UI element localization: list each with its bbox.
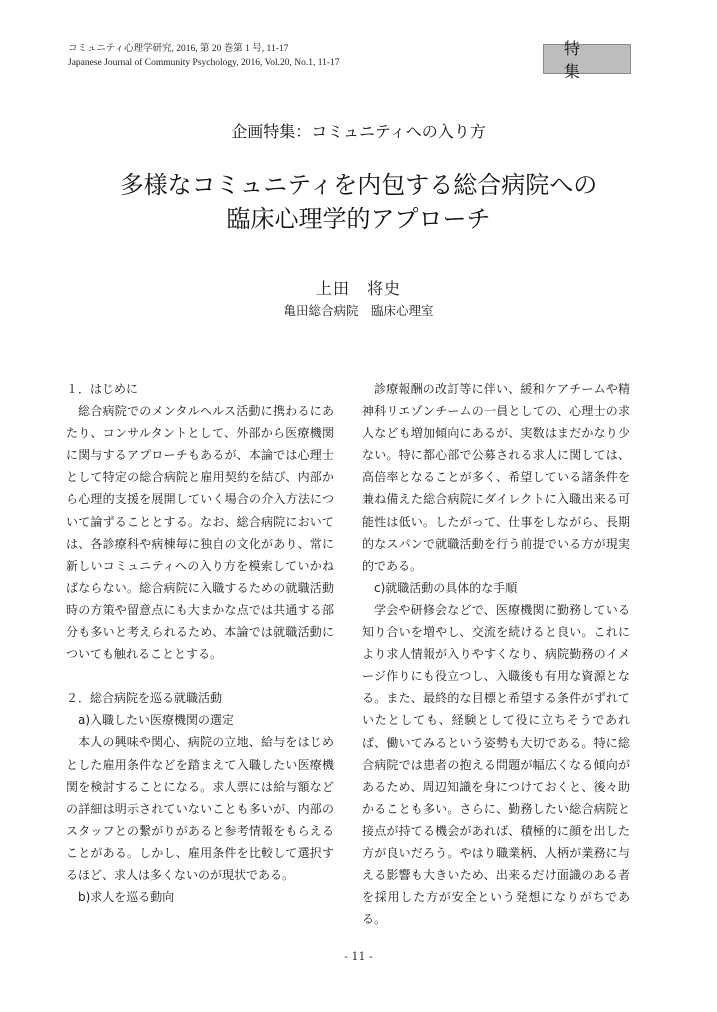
journal-citation-en: Japanese Journal of Community Psychology, 2016, Vol.20, No.1, 11-17 (68, 58, 340, 68)
section-heading-job-hunting: ２．総合病院を巡る就職活動 (66, 691, 223, 706)
section-spacer (66, 665, 334, 687)
section-heading-introduction: １．はじめに (66, 382, 139, 396)
author-name: 上田 将史 (315, 279, 401, 298)
article-title (0, 168, 717, 236)
paragraph-introduction: 総合病院でのメンタルヘルス活動に携わるにあたり、コンサルタントとして、外部から医療機関に関与するアプローチもあるが、本論では心理士として特定の総合病院と雇用契約を結び、内部から心理的支援を展開していく場合の介入方法について論ずることとする。なお、総合病院においては、各診療科や病棟毎に独自の文化があり、常に新しいコミュニティへの入り方を模索していかねばならない。総合病院に入職するための就職活動時の方策や留意点にも大まかな点では共通する部分も多いと考えられるため、本論では就職活動についても触れることとする。 (66, 404, 334, 662)
journal-header (68, 42, 340, 70)
author-affiliation: 亀田総合病院 臨床心理室 (283, 303, 434, 318)
special-feature-title: 企画特集：コミュニティへの入り方 (231, 122, 486, 141)
paragraph-job-trends: 診療報酬の改訂等に伴い、緩和ケアチームや精神科リエゾンチームの一員としての、心理士の求人なども増加傾向にあるが、実数はまだかなり少ない。特に都心部で公募される求人に関しては、高倍率となることが多く、希望している諸条件を兼ね備えた総合病院にダイレクトに入職出来る可能性は低い。したがって、仕事をしながら、長期的なスパンで就職活動を行う前提でいる方が現実的である。 (362, 382, 630, 573)
paragraph-job-hunting-steps: 学会や研修会などで、医療機関に勤務している知り合いを増やし、交流を続けると良い。これにより求人情報が入りやすくなり、病院勤務のイメージ作りにも役立つし、入職後も有用な資源となる。また、最終的な目標と希望する条件がずれていたとしても、経験として役に立ちそうであれば、働いてみるという姿勢も大切である。特に総合病院では患者の抱える問題が幅広くなる傾向があるため、周辺知識を身につけておくと、後々助かることも多い。さらに、勤務したい総合病院と接点が持てる機会があれば、積極的に顔を出した方が良いだろう。やはり職業柄、人柄が業務に与える影響も大きいため、出来るだけ面識のある者を採用した方が安全という発想になりがちである。 (362, 602, 630, 927)
page-number: - 11 - (344, 950, 373, 963)
article-title-line2: 臨床心理学的アプローチ (226, 205, 491, 233)
subheading-job-trends: b)求人を巡る動向 (78, 890, 175, 905)
article-title-line1: 多様なコミュニティを内包する総合病院への (119, 171, 598, 199)
right-column (362, 378, 630, 930)
special-feature-badge: 特集 (543, 44, 631, 74)
subheading-institution-selection: a)入職したい医療機関の選定 (78, 713, 235, 728)
left-column (66, 378, 334, 908)
paragraph-institution-selection: 本人の興味や関心、病院の立地、給与をはじめとした雇用条件などを踏まえて入職したい医療機関を検討することになる。求人票には給与額などの詳細は明示されていないことも多いが、内部のスタッフとの繋がりがあると参考情報をもらえることがある。しかし、雇用条件を比較して選択するほど、求人は多くないのが現状である。 (66, 735, 334, 882)
subheading-job-hunting-steps: c)就職活動の具体的な手順 (374, 580, 518, 595)
journal-citation-ja: コミュニティ心理学研究, 2016, 第 20 巻第 1 号, 11-17 (68, 44, 289, 54)
